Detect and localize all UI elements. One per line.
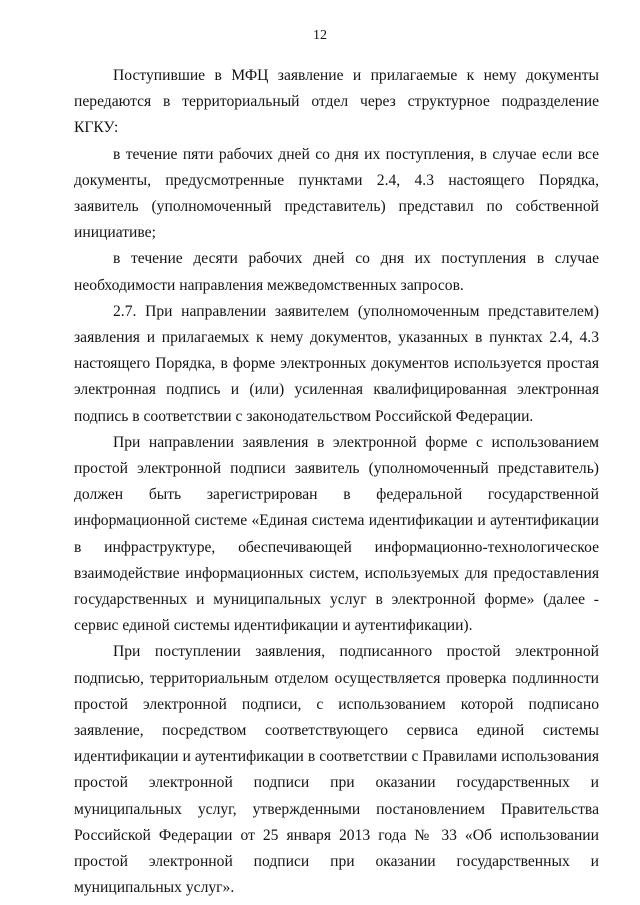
paragraph-section-2-7: 2.7. При направлении заявителем (уполномоченным представителем) заявления и прилагаемых к нему документов, указанных в пунктах 2.4, 4.3 настоящего Порядка, в форме электронных документов используется простая электронная подпись и (или) усиленная квалифицированная электронная подпись в соответствии с законодательством Российской Федерации. — [74, 302, 599, 425]
paragraph-five-days: в течение пяти рабочих дней со дня их поступления, в случае если все документы, предусмотренные пунктами 2.4, 4.3 настоящего Порядка, заявитель (уполномоченный представитель) представил по собственной инициативе; — [74, 145, 599, 242]
paragraph-mfc-transfer: Поступившие в МФЦ заявление и прилагаемые к нему документы передаются в территориальный отдел через структурное подразделение КГКУ: — [74, 67, 599, 137]
paragraph-signature-verification: При поступлении заявления, подписанного простой электронной подписью, территориальным отделом осуществляется проверка подлинности простой электронной подписи, с использованием которой подписано заявление, посредством соответствующего сервиса единой системы идентификации и аутентификации в соответствии с Правилами использования простой электронной подписи при оказании государственных и муниципальных услуг, утвержденными постановлением Правительства Российской Федерации от 25 января 2013 года № 33 «Об использовании простой электронной подписи при оказании государственных и муниципальных услуг». — [74, 643, 599, 897]
document-body — [74, 63, 599, 902]
paragraph-esia-registration: При направлении заявления в электронной форме с использованием простой электронной подписи заявитель (уполномоченный представитель) должен быть зарегистрирован в федеральной государственной информационной системе «Единая система идентификации и аутентификации в инфраструктуре, обеспечивающей информационно-технологическое взаимодействие информационных систем, используемых для предоставления государственных и муниципальных услуг в электронной форме» (далее - сервис единой системы идентификации и аутентификации). — [74, 433, 599, 635]
page-number: 12 — [313, 28, 327, 43]
paragraph-ten-days: в течение десяти рабочих дней со дня их поступления в случае необходимости направления межведомственных запросов. — [74, 250, 599, 294]
